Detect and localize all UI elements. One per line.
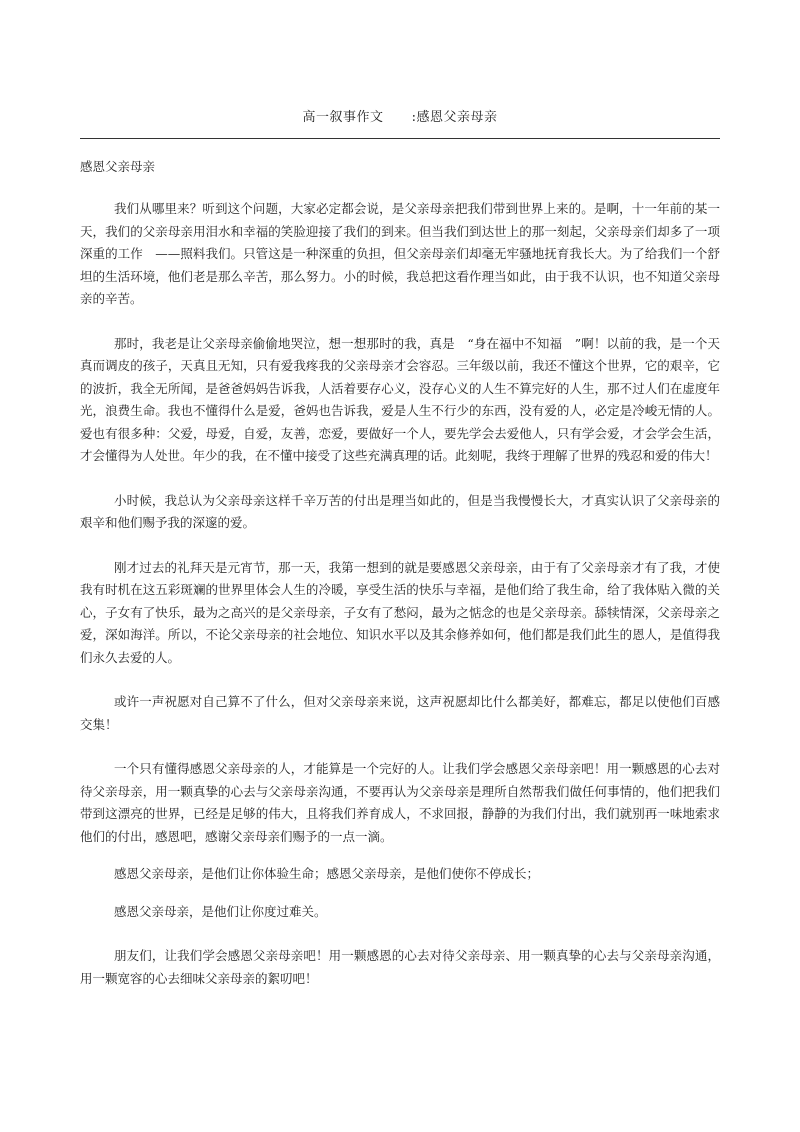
paragraph: 感恩父亲母亲，是他们让你度过难关。 [114, 903, 327, 919]
header-title: :感恩父亲母亲 [411, 110, 498, 125]
paragraph: 刚才过去的礼拜天是元宵节，那一天，我第一想到的就是要感恩父亲母亲，由于有了父亲母亲才有了我，才使我有时机在这五彩斑斓的世界里体会人生的冷暖，享受生活的快乐与幸福，是他们给了我生命，给了我体贴入微的关心，子女有了快乐，最为之高兴的是父亲母亲，子女有了愁闷，最为之惦念的也是父亲母亲。舔犊情深，父亲母亲之爱，深如海洋。所以，不论父亲母亲的社会地位、知识水平以及其余修养如何，他们都是我们此生的恩人，是值得我们永久去爱的人。 [80, 559, 720, 665]
header-rule [80, 138, 720, 139]
header-category: 高一叙事作文 [302, 110, 384, 125]
document-title: 感恩父亲母亲 [80, 159, 156, 174]
article-body [80, 198, 720, 1012]
page-header [80, 106, 720, 125]
paragraph: 那时，我老是让父亲母亲偷偷地哭泣，想一想那时的我，真是 “身在福中不知福 ”啊！以前的我，是一个天真而调皮的孩子，天真且无知，只有爱我疼我的父亲母亲才会容忍。三年级以前，我还不懂这个世界，它的艰辛，它的波折，我全无所闻，是爸爸妈妈告诉我，人活着要存心义，没存心义的人生不算完好的人生，那不过人们在虚度年光，浪费生命。我也不懂得什么是爱，爸妈也告诉我，爱是人生不行少的东西，没有爱的人，必定是冷峻无情的人。爱也有很多种：父爱，母爱，自爱，友善，恋爱，要做好一个人，要先学会去爱他人，只有学会爱，才会学会生活，才会懂得为人处世。年少的我，在不懂中接受了这些充满真理的话。此刻呢，我终于理解了世界的残忍和爱的伟大！ [80, 335, 720, 463]
paragraph: 一个只有懂得感恩父亲母亲的人，才能算是一个完好的人。让我们学会感恩父亲母亲吧！用一颗感恩的心去对待父亲母亲，用一颗真挚的心去与父亲母亲沟通，不要再认为父亲母亲是理所自然帮我们做任何事情的，他们把我们带到这漂亮的世界，已经是足够的伟大，且将我们养育成人，不求回报，静静的为我们付出，我们就别再一味地索求他们的付出，感恩吧，感谢父亲母亲们赐予的一点一滴。 [80, 761, 720, 844]
paragraph: 我们从哪里来？听到这个问题，大家必定都会说，是父亲母亲把我们带到世界上来的。是啊，十一年前的某一天，我们的父亲母亲用泪水和幸福的笑脸迎接了我们的到来。但当我们到达世上的那一刻起，父亲母亲们却多了一项深重的工作 ——照料我们。只管这是一种深重的负担，但父亲母亲们却毫无牢骚地抚育我长大。为了给我们一个舒坦的生活环境，他们老是那么辛苦，那么努力。小的时候，我总把这看作理当如此，由于我不认识，也不知道父亲母亲的辛苦。 [80, 201, 720, 306]
paragraph: 感恩父亲母亲，是他们让你体验生命；感恩父亲母亲，是他们使你不停成长； [114, 866, 540, 881]
paragraph: 或许一声祝愿对自己算不了什么，但对父亲母亲来说，这声祝愿却比什么都美好，都难忘，都足以使他们百感交集！ [80, 694, 720, 732]
paragraph: 小时候，我总认为父亲母亲这样千辛万苦的付出是理当如此的，但是当我慢慢长大，才真实认识了父亲母亲的艰辛和他们赐予我的深邃的爱。 [80, 492, 720, 530]
paragraph: 朋友们，让我们学会感恩父亲母亲吧！用一颗感恩的心去对待父亲母亲、用一颗真挚的心去与父亲母亲沟通，用一颗宽容的心去细味父亲母亲的絮叨吧！ [80, 948, 720, 986]
